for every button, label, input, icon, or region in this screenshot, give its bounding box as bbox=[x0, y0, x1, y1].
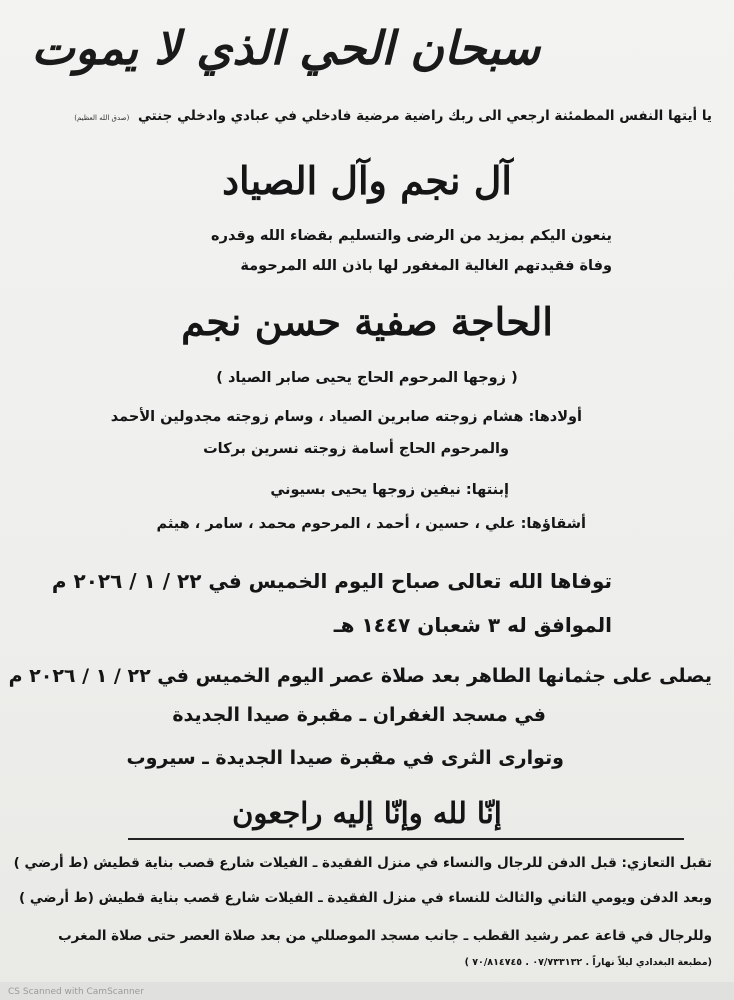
daughter-line: إبنتها: نيفين زوجها يحيى بسيوني bbox=[270, 482, 509, 498]
quran-verse-reference: (صدق الله العظيم) bbox=[74, 114, 130, 122]
condolences-line-3: وللرجال في قاعة عمر رشيد القطب ـ جانب مسجد الموصللي من بعد صلاة العصر حتى صلاة المغرب bbox=[58, 928, 712, 944]
closing-verse: إنّا لله وإنّا إليه راجعون bbox=[232, 796, 502, 830]
scanner-watermark: CS Scanned with CamScanner bbox=[8, 987, 144, 997]
header-calligraphy: سبحان الحي الذي لا يموت bbox=[31, 21, 540, 75]
quran-verse bbox=[74, 108, 712, 124]
families-title: آل نجم وآل الصياد bbox=[222, 158, 512, 203]
divider-line bbox=[128, 838, 684, 840]
quran-verse-text: يا أيتها النفس المطمئنة ارجعي الى ربك راضية مرضية فادخلي في عبادي وادخلي جنتي bbox=[138, 108, 712, 124]
condolences-line-1: تقبل التعازي: قبل الدفن للرجال والنساء في منزل الفقيدة ـ الفيلات شارع قصب بناية قطيش (ط أرضي ) bbox=[13, 855, 712, 871]
funeral-mosque: في مسجد الغفران ـ مقبرة صيدا الجديدة bbox=[172, 704, 546, 726]
siblings-line: أشقاؤها: علي ، حسين ، أحمد ، المرحوم محمد ، سامر ، هيثم bbox=[156, 516, 586, 532]
hijri-date: الموافق له ٣ شعبان ١٤٤٧ هـ bbox=[333, 613, 612, 637]
scanner-footer bbox=[0, 982, 734, 1000]
announcement-line-1: ينعون اليكم بمزيد من الرضى والتسليم بقضاء الله وقدره bbox=[211, 228, 612, 244]
death-date: توفاها الله تعالى صباح اليوم الخميس في ٢٢ / ١ / ٢٠٢٦ م bbox=[51, 569, 612, 593]
announcement-line-2: وفاة فقيدتهم الغالية المغفور لها باذن الله المرحومة bbox=[240, 258, 612, 274]
husband-line: ( زوجها المرحوم الحاج يحيى صابر الصياد ) bbox=[216, 370, 518, 386]
deceased-name: الحاجة صفية حسن نجم bbox=[181, 299, 553, 344]
condolences-line-2: وبعد الدفن ويومي الثاني والثالث للنساء في منزل الفقيدة ـ الفيلات شارع قصب بناية قطيش (ط أرضي ) bbox=[19, 890, 712, 906]
funeral-prayer: يصلى على جثمانها الطاهر بعد صلاة عصر اليوم الخميس في ٢٢ / ١ / ٢٠٢٦ م bbox=[8, 665, 712, 687]
burial-line: وتوارى الثرى في مقبرة صيدا الجديدة ـ سيروب bbox=[126, 747, 564, 769]
printer-credit: (مطبعة البغدادي ليلاً نهاراً . ٠٧/٧٣٣١٣٢ . ٧٠/٨١٤٧٤٥ ) bbox=[464, 957, 712, 968]
sons-line-2: والمرحوم الحاج أسامة زوجته نسرين بركات bbox=[203, 441, 509, 457]
sons-line-1: أولادها: هشام زوجته صابرين الصياد ، وسام زوجته مجدولين الأحمد bbox=[110, 409, 582, 425]
